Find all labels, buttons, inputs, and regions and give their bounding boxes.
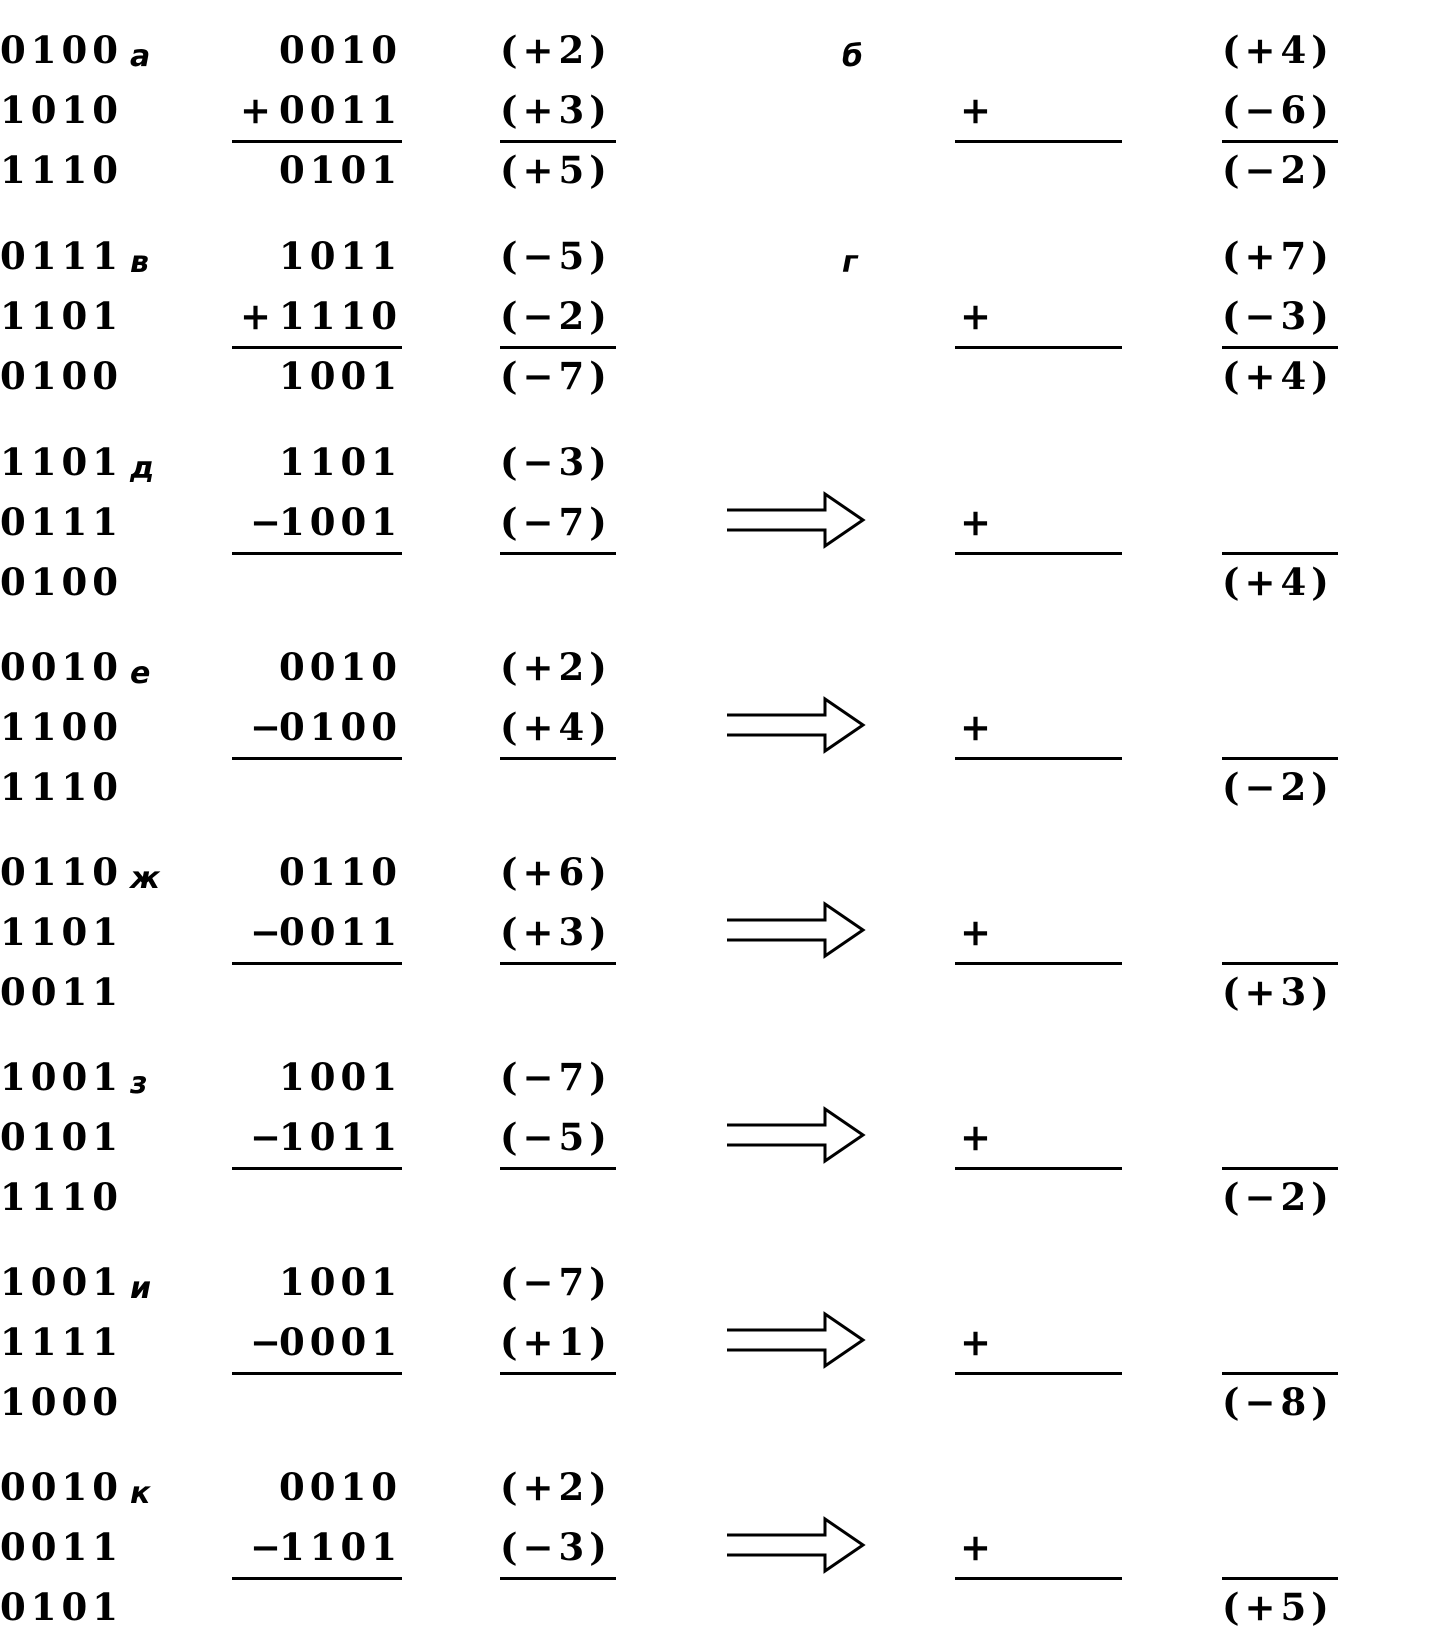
sum-rule [232,346,402,349]
sum-result: 1110 [0,148,123,192]
sum-rule [955,962,1122,965]
operand-1-value: (+7) [1222,234,1334,278]
complement-addend: 0111 [0,500,123,544]
minus-sign: − [250,1525,287,1569]
addend-1: 1001 [0,1260,123,1304]
subtrahend-value: (−5) [500,1115,612,1159]
minus-sign: − [250,1320,287,1364]
operand-2-value: (−6) [1222,88,1334,132]
plus-sign: + [960,500,997,544]
subtrahend: 1011 [279,1115,402,1159]
sum-value: (+3) [1222,970,1334,1014]
complement-addend: 0101 [0,1115,123,1159]
operand-1: 1011 [279,234,402,278]
operand-1: 0100 [0,28,123,72]
minuend-value: (−7) [500,1055,612,1099]
value-sum-rule [1222,346,1338,349]
addend-1: 0110 [0,850,123,894]
minus-sign: − [250,705,287,749]
operand-1: 0010 [279,28,402,72]
addend-1: 0010 [0,1465,123,1509]
minuend-value: (−3) [500,440,612,484]
addend-1: 1101 [0,440,123,484]
addend-1: 0010 [0,645,123,689]
complement-addend: 1100 [0,705,123,749]
plus-sign: + [960,1525,997,1569]
subtrahend: 0011 [279,910,402,954]
sum-rule [232,140,402,143]
operand-1-value: (+4) [1222,28,1334,72]
sum-rule [955,346,1122,349]
minuend-value: (−7) [500,1260,612,1304]
sum-value: (+4) [1222,560,1334,604]
value-difference-rule [500,757,616,760]
subtrahend-value: (−3) [500,1525,612,1569]
sum-result: 1110 [0,765,123,809]
minuend: 0110 [279,850,402,894]
minuend: 1001 [279,1055,402,1099]
problem-letter: б [842,39,863,74]
problem-letter: з [130,1066,148,1101]
subtrahend: 0100 [279,705,402,749]
value-difference-rule [500,1372,616,1375]
problem-letter: ж [130,861,160,896]
minuend-value: (+2) [500,645,612,689]
sum-result: 0100 [0,560,123,604]
minus-sign: − [250,910,287,954]
value-difference-rule [500,962,616,965]
problem-letter: д [130,451,155,486]
problem-letter: и [130,1271,152,1306]
subtrahend: 0001 [279,1320,402,1364]
subtrahend-value: (+1) [500,1320,612,1364]
complement-addend: 0011 [0,1525,123,1569]
difference-rule [232,1372,402,1375]
complement-addend: 1101 [0,910,123,954]
plus-sign: + [960,705,997,749]
operand-2-value: (−3) [1222,294,1334,338]
sum-value: (+4) [1222,354,1334,398]
sum-rule [955,552,1122,555]
problem-letter: г [842,245,858,280]
value-sum-rule [1222,552,1338,555]
sum-result: 1110 [0,1175,123,1219]
plus-sign: + [240,88,277,132]
problem-letter: к [130,1476,151,1511]
implies-arrow-icon [727,898,867,962]
subtrahend-value: (+4) [500,705,612,749]
plus-sign: + [960,1115,997,1159]
plus-sign: + [960,294,997,338]
value-sum-rule [1222,1577,1338,1580]
minuend: 0010 [279,645,402,689]
difference-rule [232,962,402,965]
difference-rule [232,1577,402,1580]
minus-sign: − [250,500,287,544]
implies-arrow-icon [727,488,867,552]
implies-arrow-icon [727,1513,867,1577]
operand-1-value: (+2) [500,28,612,72]
value-sum-rule [1222,1167,1338,1170]
value-sum-rule [500,140,616,143]
sum-value: (−2) [1222,765,1334,809]
plus-sign: + [960,910,997,954]
value-sum-rule [500,346,616,349]
subtrahend-value: (+3) [500,910,612,954]
subtrahend: 1001 [279,500,402,544]
addend-1: 1001 [0,1055,123,1099]
sum-result: 1000 [0,1380,123,1424]
sum-rule [955,757,1122,760]
sum-rule [955,1372,1122,1375]
minuend: 1001 [279,1260,402,1304]
sum-value: (−2) [1222,148,1334,192]
sum-rule [955,140,1122,143]
value-sum-rule [1222,140,1338,143]
plus-sign: + [960,1320,997,1364]
sum-value: (−7) [500,354,612,398]
problem-letter: е [130,656,151,691]
difference-rule [232,552,402,555]
minuend: 1101 [279,440,402,484]
difference-rule [232,1167,402,1170]
sum-rule [955,1167,1122,1170]
sum-result: 1001 [279,354,402,398]
minuend-value: (+6) [500,850,612,894]
operand-1: 0111 [0,234,123,278]
operand-2: 1101 [0,294,123,338]
operand-1-value: (−5) [500,234,612,278]
minuend: 0010 [279,1465,402,1509]
sum-value: (+5) [1222,1585,1334,1629]
sum-result: 0101 [0,1585,123,1629]
implies-arrow-icon [727,1308,867,1372]
sum-value: (+5) [500,148,612,192]
value-sum-rule [1222,962,1338,965]
sum-rule [955,1577,1122,1580]
sum-value: (−8) [1222,1380,1334,1424]
sum-result: 0101 [279,148,402,192]
minus-sign: − [250,1115,287,1159]
implies-arrow-icon [727,1103,867,1167]
subtrahend: 1101 [279,1525,402,1569]
subtrahend-value: (−7) [500,500,612,544]
value-sum-rule [1222,757,1338,760]
value-difference-rule [500,1167,616,1170]
operand-2: 0011 [279,88,402,132]
plus-sign: + [960,88,997,132]
operand-2: 1110 [279,294,402,338]
sum-result: 0100 [0,354,123,398]
implies-arrow-icon [727,693,867,757]
value-sum-rule [1222,1372,1338,1375]
value-difference-rule [500,552,616,555]
complement-addend: 1111 [0,1320,123,1364]
plus-sign: + [240,294,277,338]
operand-2-value: (+3) [500,88,612,132]
problem-letter: а [130,39,151,74]
sum-value: (−2) [1222,1175,1334,1219]
difference-rule [232,757,402,760]
sum-result: 0011 [0,970,123,1014]
operand-2: 1010 [0,88,123,132]
value-difference-rule [500,1577,616,1580]
problem-letter: в [130,245,149,280]
minuend-value: (+2) [500,1465,612,1509]
operand-2-value: (−2) [500,294,612,338]
